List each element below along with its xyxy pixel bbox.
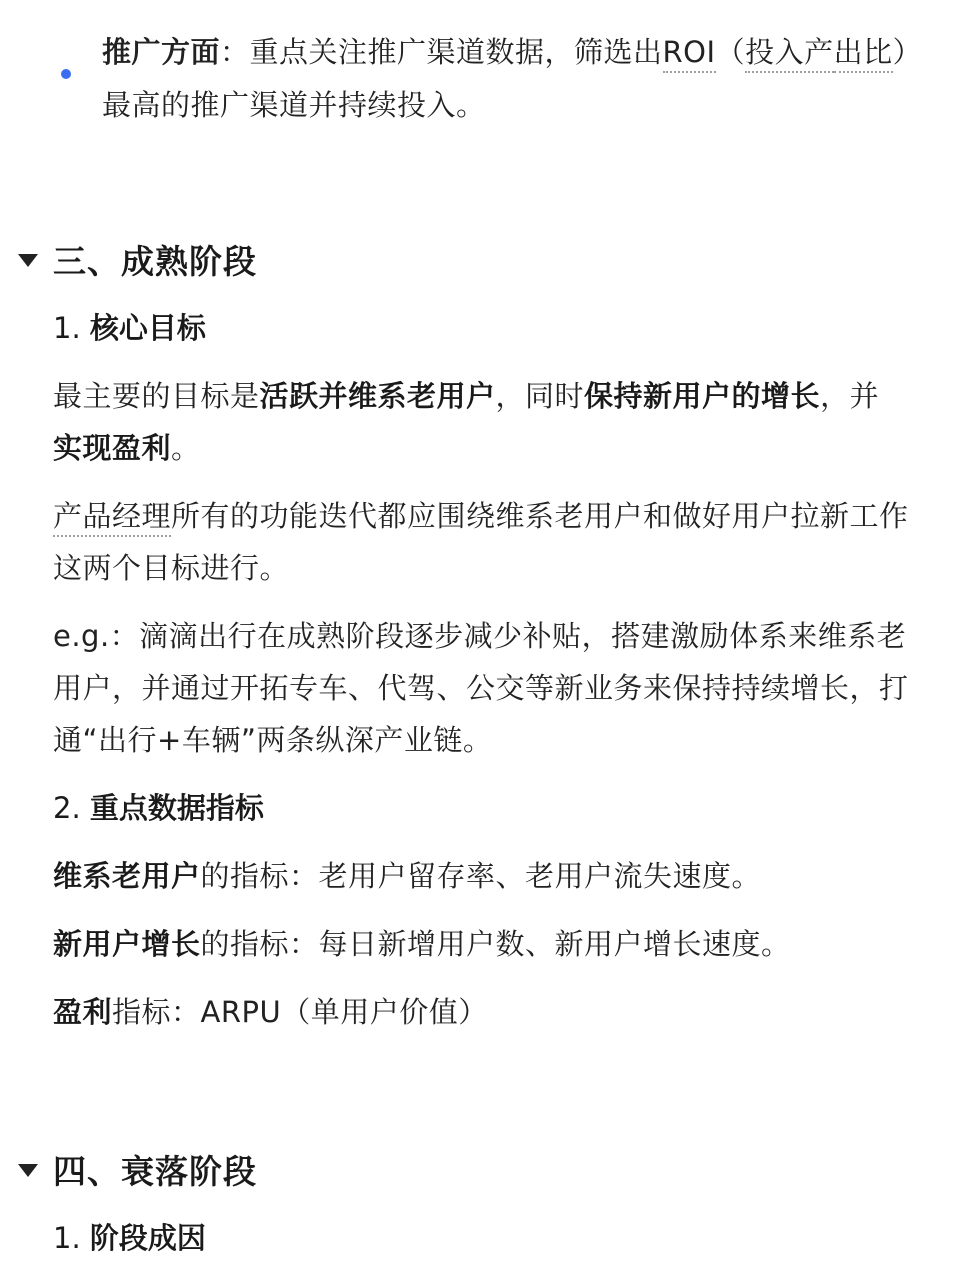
- p1-a: 最主要的目标是: [53, 379, 260, 413]
- subheading-text: 核心目标: [89, 311, 206, 345]
- metric-retention-rest: 的指标：老用户留存率、老用户流失速度。: [200, 859, 762, 893]
- metric-retention: [53, 850, 913, 902]
- metric-retention-bold: 维系老用户: [53, 859, 201, 893]
- paragraph-pm: [53, 490, 913, 594]
- collapse-caret-icon[interactable]: [18, 254, 38, 267]
- bullet-text: [102, 26, 914, 132]
- paragraph-example: e.g.：滴滴出行在成熟阶段逐步减少补贴，搭建激励体系来维系老用户，并通过开拓专车、代驾、公交等新业务来保持持续增长，打通“出行+车辆”两条纵深产业链。: [53, 619, 909, 757]
- subheading-text: 重点数据指标: [89, 791, 264, 825]
- p1-f: 实现盈利: [53, 431, 172, 465]
- p1-c: ，同时: [495, 379, 585, 413]
- subheading-cause: [53, 1216, 206, 1260]
- p1-d: 保持新用户的增长: [584, 379, 821, 413]
- section-heading-decline[interactable]: [18, 1144, 257, 1194]
- p2-rest: 所有的功能迭代都应围绕维系老用户和做好用户拉新工作这两个目标进行。: [53, 499, 909, 585]
- metric-growth-rest: 的指标：每日新增用户数、新用户增长速度。: [200, 927, 791, 961]
- p1-b: 活跃并维系老用户: [259, 379, 496, 413]
- subheading-text: 阶段成因: [89, 1221, 206, 1255]
- section-title: 四、衰落阶段: [53, 1151, 257, 1191]
- section-title: 三、成熟阶段: [53, 241, 257, 281]
- subheading-number: 2.: [53, 791, 81, 825]
- p1-e: ，并: [820, 379, 880, 413]
- subheading-number: 1.: [53, 311, 81, 345]
- metric-profit-rest: 指标：ARPU（单用户价值）: [112, 995, 488, 1029]
- subheading-number: 1.: [53, 1221, 81, 1255]
- bullet-rest: ）最高的推广渠道并持续投入。: [102, 35, 908, 122]
- section-heading-mature[interactable]: [18, 234, 257, 284]
- paragraph-goal: [53, 370, 883, 474]
- bullet-dot-icon: [61, 69, 71, 79]
- subheading-key-metrics: [53, 786, 264, 830]
- metric-growth: [53, 918, 913, 970]
- term-out[interactable]: 出比: [834, 35, 893, 73]
- bullet-label: 推广方面: [102, 35, 221, 69]
- p1-g: 。: [171, 431, 201, 465]
- metric-profit: [53, 986, 913, 1038]
- paren-open: （: [715, 35, 746, 69]
- bullet-sep: ：重点关注推广渠道数据，筛选出: [220, 35, 663, 69]
- metric-profit-bold: 盈利: [53, 995, 113, 1029]
- metric-growth-bold: 新用户增长: [53, 927, 201, 961]
- term-product-manager[interactable]: 产品经理: [53, 499, 171, 537]
- collapse-caret-icon[interactable]: [18, 1164, 38, 1177]
- term-invest[interactable]: 投入产: [745, 35, 834, 73]
- subheading-core-goal: [53, 306, 206, 350]
- term-roi[interactable]: ROI: [663, 35, 716, 73]
